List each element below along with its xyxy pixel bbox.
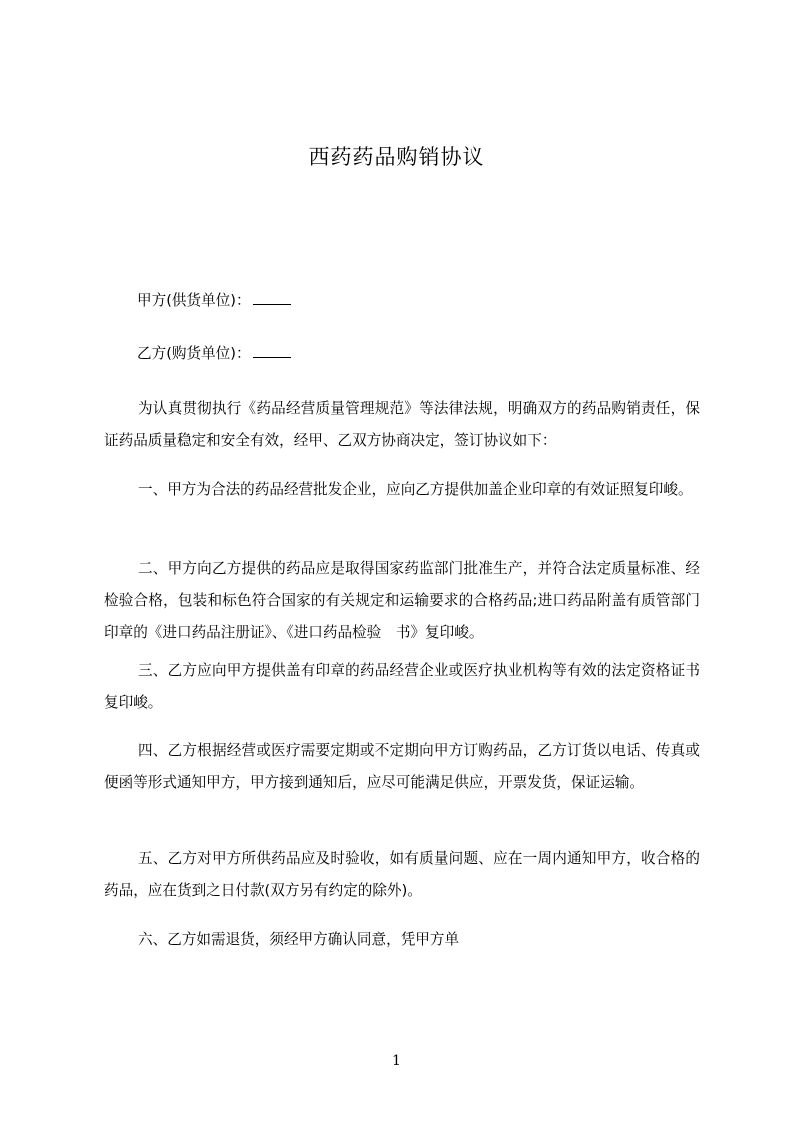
party-a-blank bbox=[253, 290, 291, 305]
clause-5: 五、乙方对甲方所供药品应及时验收，如有质量问题、应在一周内通知甲方，收合格的药品，应在货到之日付款(双方另有约定的除外)。 bbox=[104, 850, 700, 899]
party-b-blank bbox=[253, 343, 291, 358]
page-number: 1 bbox=[392, 1053, 401, 1069]
clause-6: 六、乙方如需退货，须经甲方确认同意，凭甲方单 bbox=[138, 931, 460, 948]
clause-2: 二、甲方向乙方提供的药品应是取得国家药监部门批准生产，并符合法定质量标准、经检验合格，包装和标色符合国家的有关规定和运输要求的合格药品;进口药品附盖有质管部门印章的《进口药品注册证》、《进口药品检验 书》复印峻。 bbox=[104, 560, 700, 641]
intro-paragraph: 为认真贯彻执行《药品经营质量管理规范》等法律法规，明确双方的药品购销责任，保证药品质量稳定和安全有效，经甲、乙双方协商决定，签订协议如下： bbox=[104, 400, 700, 449]
clause-1: 一、甲方为合法的药品经营批发企业，应向乙方提供加盖企业印章的有效证照复印峻。 bbox=[138, 481, 693, 498]
party-b-line bbox=[137, 343, 793, 365]
party-b-label: 乙方(购货单位)： bbox=[137, 345, 251, 362]
party-a-label: 甲方(供货单位)： bbox=[137, 292, 251, 309]
clause-4: 四、乙方根据经营或医疗需要定期或不定期向甲方订购药品，乙方订货以电话、传真或便函等形式通知甲方，甲方接到通知后，应尽可能满足供应，开票发货，保证运输。 bbox=[104, 742, 700, 791]
party-a-line bbox=[137, 290, 793, 312]
page-title: 西药药品购销协议 bbox=[308, 145, 485, 169]
clause-3: 三、乙方应向甲方提供盖有印章的药品经营企业或医疗执业机构等有效的法定资格证书复印峻。 bbox=[104, 662, 700, 711]
